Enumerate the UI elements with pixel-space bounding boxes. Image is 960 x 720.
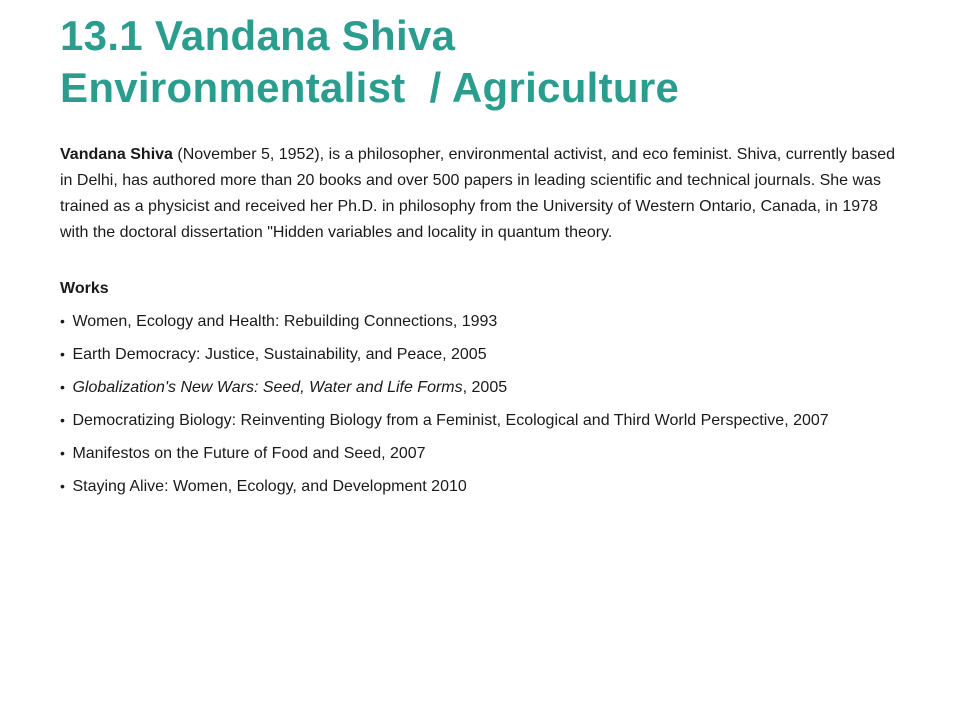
work-title: Staying Alive: Women, Ecology, and Development — [72, 478, 427, 495]
work-year: 2010 — [426, 478, 467, 495]
work-year: , 1993 — [452, 313, 498, 330]
slide-title — [60, 10, 900, 114]
bullet-icon: • — [60, 346, 65, 362]
bullet-icon: • — [60, 313, 65, 329]
intro-name: Vandana Shiva — [60, 146, 173, 163]
work-title: Globalization's New Wars: Seed, Water and Life Forms — [72, 379, 463, 396]
title-line-2: Environmentalist / Agriculture — [60, 64, 680, 111]
bullet-icon: • — [60, 379, 65, 395]
work-year: , 2007 — [381, 445, 426, 462]
work-title: Manifestos on the Future of Food and Seed — [72, 445, 382, 462]
bullet-icon: • — [60, 412, 65, 428]
list-item — [60, 440, 900, 467]
work-title: Earth Democracy: Justice, Sustainability, and Peace — [72, 346, 443, 363]
work-year: , 2005 — [462, 379, 508, 396]
list-item — [60, 374, 900, 401]
work-year: , 2005 — [442, 346, 487, 363]
intro-paragraph — [60, 142, 900, 246]
work-year: , 2007 — [784, 412, 829, 429]
bullet-icon: • — [60, 478, 65, 494]
intro-text: (November 5, 1952), is a philosopher, environmental activist, and eco feminist. Shiva, currently based in Delhi, has authored more than 20 books and over 500 papers in leading scientific and technical journals. She was trained as a physicist and received her Ph.D. in philosophy from the University of Western Ontario, Canada, in 1978 with the doctoral dissertation "Hidden variables and locality in quantum theory. — [60, 146, 896, 241]
work-title: Democratizing Biology: Reinventing Biology from a Feminist, Ecological and Third World Perspective — [72, 412, 785, 429]
bullet-icon: • — [60, 445, 65, 461]
list-item — [60, 341, 900, 368]
works-list — [60, 308, 900, 500]
works-heading: Works — [60, 280, 109, 297]
list-item — [60, 473, 900, 500]
title-line-1: 13.1 Vandana Shiva — [60, 12, 456, 59]
list-item — [60, 308, 900, 335]
list-item — [60, 407, 900, 434]
work-title: Women, Ecology and Health: Rebuilding Connections — [72, 313, 453, 330]
